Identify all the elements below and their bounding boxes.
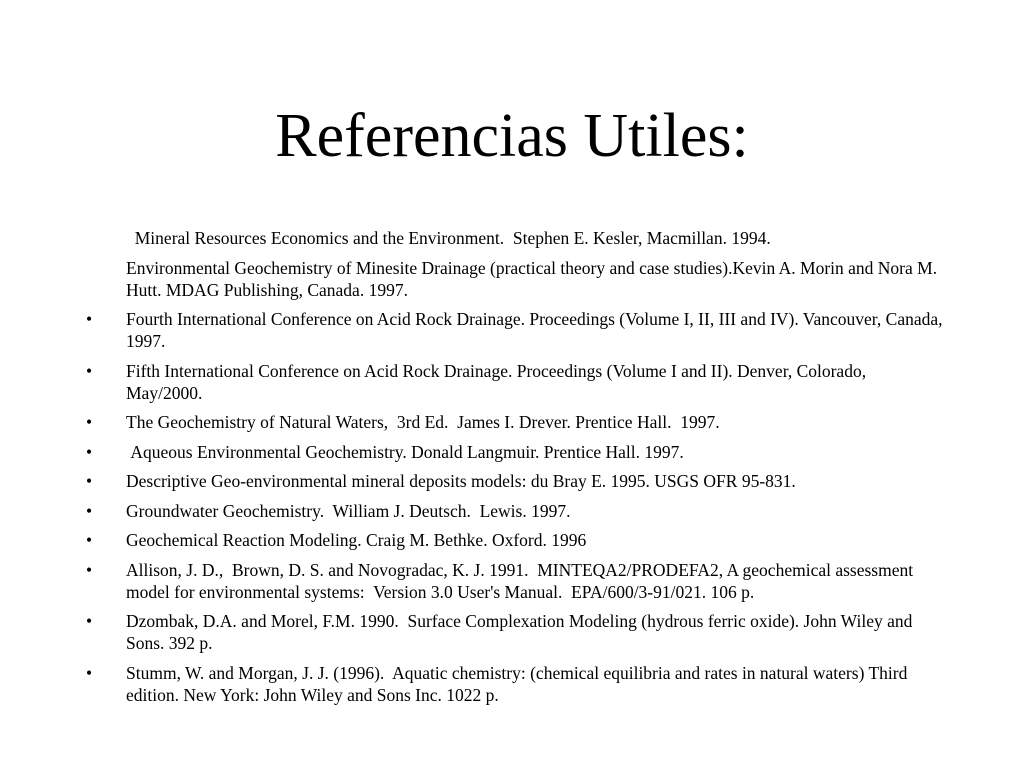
bullet: •: [86, 611, 93, 631]
reference-text: Dzombak, D.A. and Morel, F.M. 1990. Surface Complexation Modeling (hydrous ferric oxide). John Wiley and Sons. 392 p.: [126, 611, 917, 653]
reference-item: [86, 610, 946, 654]
reference-text: Geochemical Reaction Modeling. Craig M. Bethke. Oxford. 1996: [126, 530, 587, 550]
bullet: •: [86, 559, 93, 580]
reference-item: [86, 257, 946, 301]
reference-item: [86, 360, 946, 404]
reference-text: Allison, J. D., Brown, D. S. and Novogradac, K. J. 1991. MINTEQA2/PRODEFA2, A geochemical assessment model for environmental systems: Version 3.0 User's Manual. EPA/600/3-91/021. 106 p.: [126, 559, 918, 602]
reference-item: [86, 662, 946, 706]
bullet: •: [86, 412, 93, 432]
reference-item: [86, 308, 946, 352]
reference-list: [86, 227, 946, 713]
reference-text: Stumm, W. and Morgan, J. J. (1996). Aquatic chemistry: (chemical equilibria and rates in natural waters) Third edition. New York: John Wiley and Sons Inc. 1022 p.: [126, 662, 912, 705]
reference-item: [86, 500, 946, 522]
reference-item: [86, 559, 946, 603]
reference-item: [86, 441, 946, 463]
reference-text: Environmental Geochemistry of Minesite Drainage (practical theory and case studies).Kevin A. Morin and Nora M. Hutt. MDAG Publishing, Canada. 1997.: [126, 257, 938, 300]
reference-text: Mineral Resources Economics and the Environment. Stephen E. Kesler, Macmillan. 1994.: [126, 228, 771, 248]
bullet: •: [86, 309, 93, 329]
bullet: •: [86, 530, 93, 550]
reference-item: [86, 470, 946, 492]
bullet: •: [86, 441, 93, 462]
reference-item: [86, 411, 946, 433]
reference-text: Fourth International Conference on Acid Rock Drainage. Proceedings (Volume I, II, III and IV). Vancouver, Canada, 1997.: [126, 309, 943, 351]
reference-text: Fifth International Conference on Acid Rock Drainage. Proceedings (Volume I and II). Denver, Colorado, May/2000.: [126, 360, 867, 403]
bullet: •: [86, 662, 93, 683]
bullet: •: [86, 471, 93, 491]
bullet: •: [86, 500, 93, 521]
reference-text: The Geochemistry of Natural Waters, 3rd Ed. James I. Drever. Prentice Hall. 1997.: [126, 412, 720, 432]
reference-item: [86, 529, 946, 551]
reference-text: Descriptive Geo-environmental mineral deposits models: du Bray E. 1995. USGS OFR 95-831.: [126, 471, 796, 491]
reference-text: Aqueous Environmental Geochemistry. Donald Langmuir. Prentice Hall. 1997.: [126, 441, 684, 462]
reference-item: [86, 227, 946, 249]
reference-text: Groundwater Geochemistry. William J. Deutsch. Lewis. 1997.: [126, 500, 571, 521]
bullet: •: [86, 360, 93, 381]
slide-title: Referencias Utiles:: [275, 102, 749, 170]
